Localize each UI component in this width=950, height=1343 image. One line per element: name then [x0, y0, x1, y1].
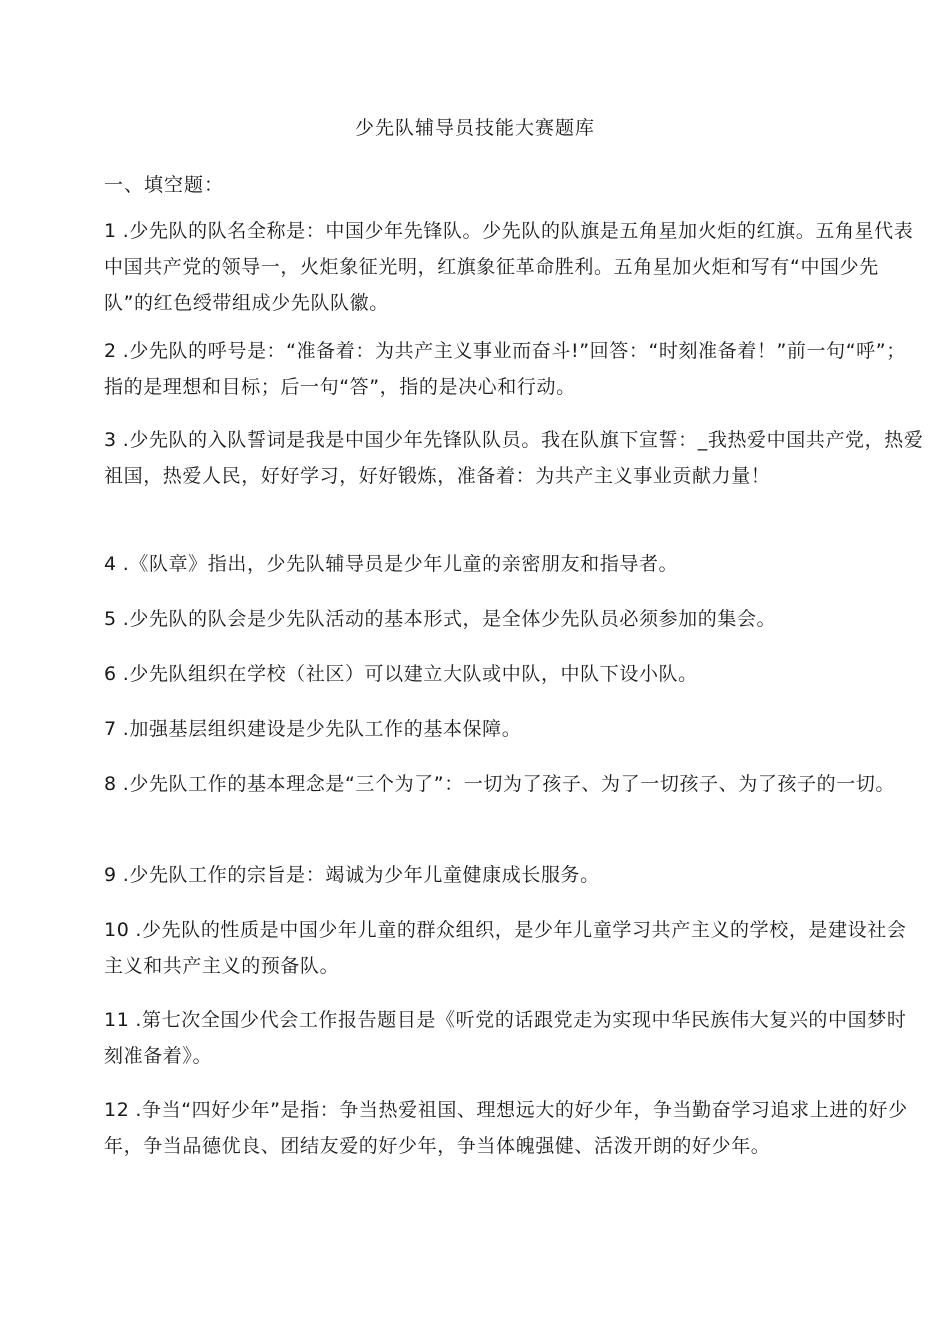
- question-text: .少先队工作的基本理念是“三个为了”：一切为了孩子、为了一切孩子、为了孩子的一切。: [122, 773, 896, 795]
- question-number: 8: [104, 773, 117, 795]
- question-number: 1: [104, 220, 117, 242]
- question-text: .少先队的队会是少先队活动的基本形式，是全体少先队员必须参加的集会。: [122, 608, 777, 630]
- question-text: .少先队的入队誓词是我是中国少年先锋队队员。我在队旗下宣誓：_我热爱中国共产党，热爱祖国，热爱人民，好好学习，好好锻炼，准备着：为共产主义事业贡献力量！: [104, 429, 924, 487]
- question-number: 11: [104, 1009, 130, 1031]
- question-number: 3: [104, 429, 117, 451]
- question-number: 4: [104, 553, 117, 575]
- question-number: 6: [104, 663, 117, 685]
- question-item: [104, 546, 924, 582]
- section-heading: 一、填空题：: [104, 174, 225, 196]
- question-text: .少先队的队名全称是：中国少年先锋队。少先队的队旗是五角星加火炬的红旗。五角星代表中国共产党的领导一，火炬象征光明，红旗象征革命胜利。五角星加火炬和写有“中国少先队”的红色绶带组成少先队队徽。: [104, 220, 914, 314]
- question-number: 5: [104, 608, 117, 630]
- question-text: .少先队的呼号是：“准备着：为共产主义事业而奋斗!”回答：“时刻准备着！”前一句“呼”；指的是理想和目标；后一句“答”，指的是决心和行动。: [104, 340, 906, 398]
- question-number: 12: [104, 1099, 130, 1121]
- question-item: [104, 213, 924, 321]
- question-item: [104, 711, 924, 747]
- question-number: 2: [104, 340, 117, 362]
- question-item: [104, 912, 924, 984]
- question-text: .少先队组织在学校（社区）可以建立大队或中队，中队下设小队。: [122, 663, 698, 685]
- question-item: [104, 333, 924, 405]
- question-number: 7: [104, 718, 117, 740]
- question-text: .少先队的性质是中国少年儿童的群众组织，是少年儿童学习共产主义的学校，是建设社会主义和共产主义的预备队。: [104, 919, 907, 977]
- question-item: [104, 766, 924, 802]
- question-text: .《队章》指出，少先队辅导员是少年儿童的亲密朋友和指导者。: [122, 553, 679, 575]
- question-text: .争当“四好少年”是指：争当热爱祖国、理想远大的好少年，争当勤奋学习追求上进的好少年，争当品德优良、团结友爱的好少年，争当体魄强健、活泼开朗的好少年。: [104, 1099, 908, 1157]
- question-item: [104, 1092, 924, 1164]
- page-title: 少先队辅导员技能大赛题库: [354, 117, 595, 139]
- question-item: [104, 1002, 924, 1074]
- question-text: .加强基层组织建设是少先队工作的基本保障。: [122, 718, 522, 740]
- question-text: .第七次全国少代会工作报告题目是《听党的话跟党走为实现中华民族伟大复兴的中国梦时刻准备着》。: [104, 1009, 907, 1067]
- question-number: 10: [104, 919, 130, 941]
- question-item: [104, 422, 924, 494]
- question-text: .少先队工作的宗旨是：竭诚为少年儿童健康成长服务。: [122, 864, 600, 886]
- question-item: [104, 656, 924, 692]
- question-number: 9: [104, 864, 117, 886]
- question-item: [104, 601, 924, 637]
- question-item: [104, 857, 924, 893]
